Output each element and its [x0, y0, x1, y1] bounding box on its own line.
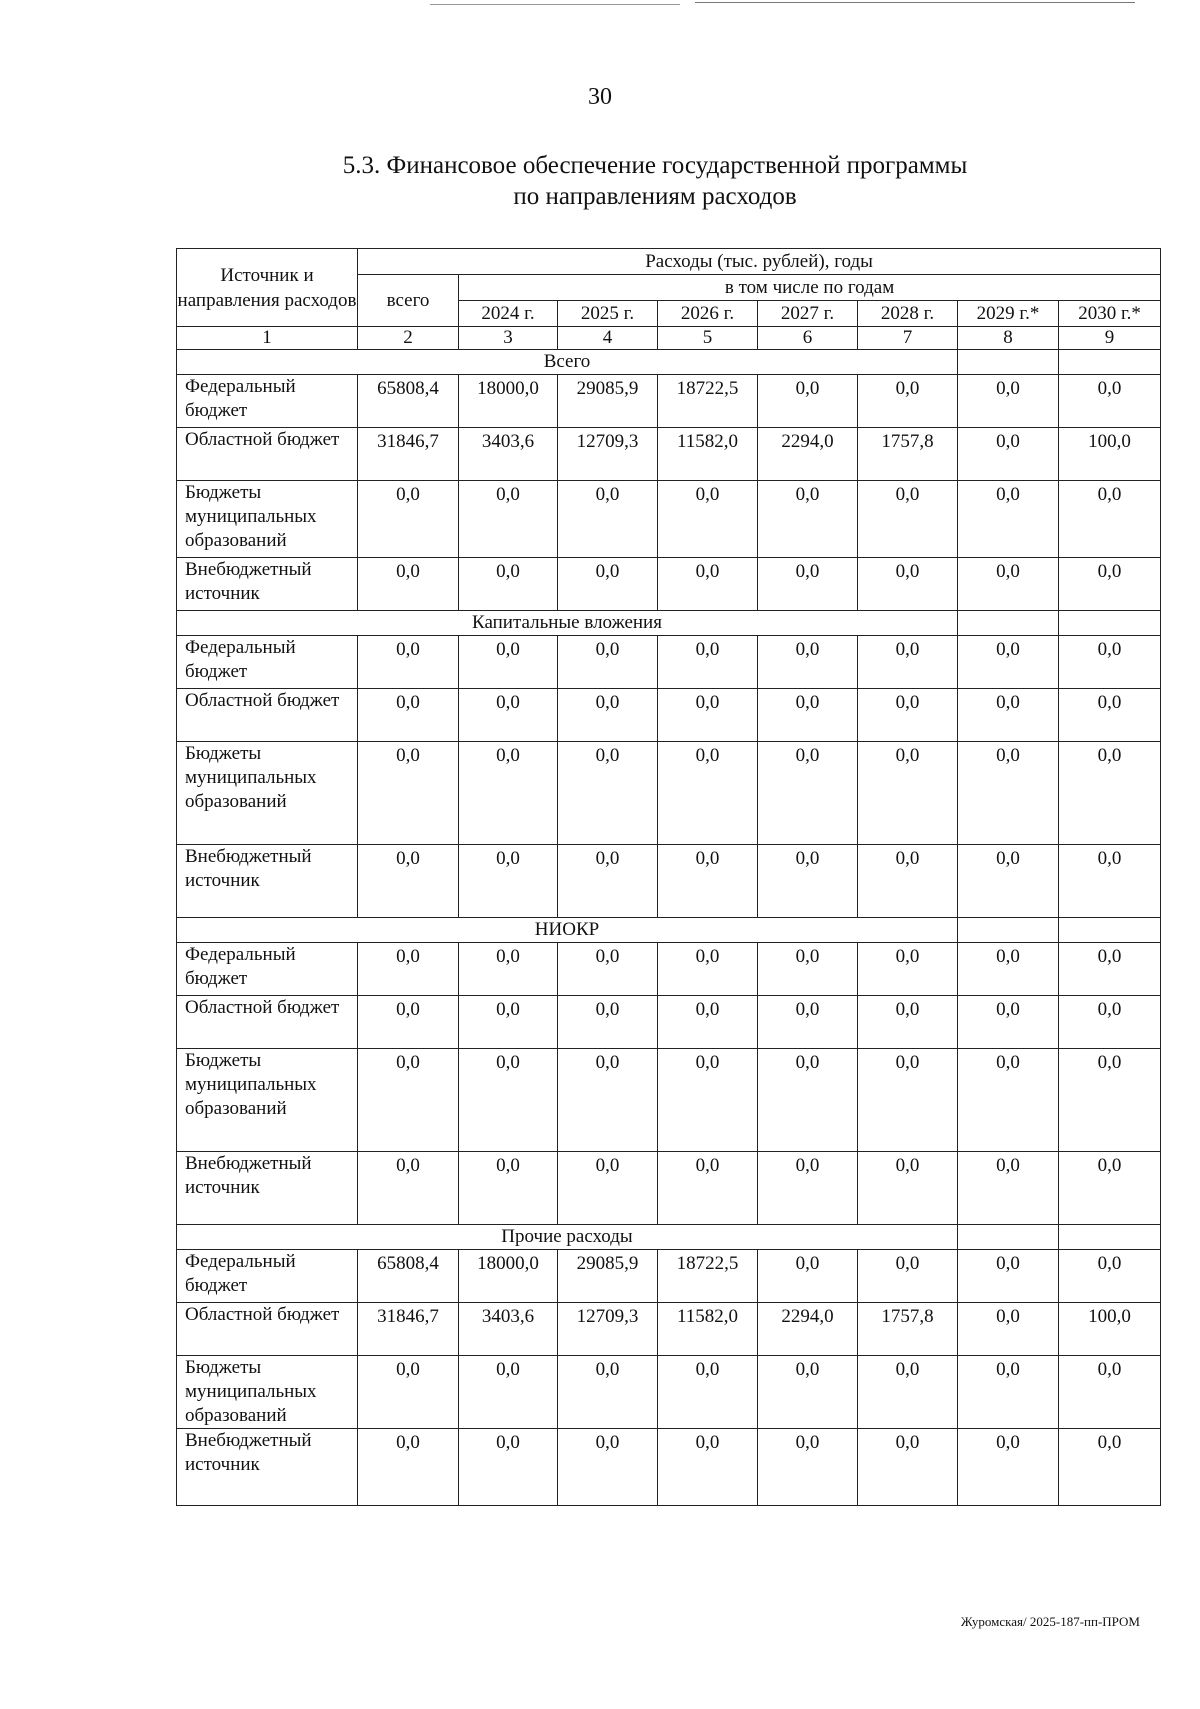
value-cell: 0,0 — [1059, 1152, 1161, 1225]
table-row — [177, 1049, 1161, 1152]
value-cell: 0,0 — [358, 558, 459, 611]
value-cell: 18000,0 — [459, 375, 558, 428]
value-cell: 31846,7 — [358, 428, 459, 481]
section-empty-cell — [958, 611, 1059, 636]
value-cell: 0,0 — [558, 845, 658, 918]
value-cell: 0,0 — [459, 1049, 558, 1152]
section-empty-cell — [958, 918, 1059, 943]
value-cell: 0,0 — [1059, 996, 1161, 1049]
header-expenses: Расходы (тыс. рублей), годы — [358, 249, 1161, 275]
header-year: 2029 г.* — [958, 301, 1059, 327]
value-cell: 2294,0 — [758, 428, 858, 481]
section-empty-cell — [1059, 611, 1161, 636]
value-cell: 0,0 — [1059, 1250, 1161, 1303]
value-cell: 0,0 — [459, 481, 558, 558]
value-cell: 0,0 — [358, 1356, 459, 1429]
value-cell: 0,0 — [858, 689, 958, 742]
row-source-label: Бюджеты муниципальных образований — [177, 1049, 358, 1152]
table-row — [177, 481, 1161, 558]
value-cell: 0,0 — [658, 689, 758, 742]
row-source-label: Внебюджетный источник — [177, 1429, 358, 1506]
value-cell: 0,0 — [658, 1429, 758, 1506]
column-number: 3 — [459, 327, 558, 350]
value-cell: 0,0 — [558, 996, 658, 1049]
value-cell: 0,0 — [459, 845, 558, 918]
value-cell: 0,0 — [958, 742, 1059, 845]
section-empty-cell — [1059, 350, 1161, 375]
value-cell: 0,0 — [459, 636, 558, 689]
value-cell: 0,0 — [1059, 845, 1161, 918]
row-source-label: Федеральный бюджет — [177, 1250, 358, 1303]
value-cell: 0,0 — [459, 742, 558, 845]
column-number: 2 — [358, 327, 459, 350]
value-cell: 0,0 — [1059, 636, 1161, 689]
value-cell: 0,0 — [1059, 943, 1161, 996]
value-cell: 0,0 — [758, 1429, 858, 1506]
column-number: 1 — [177, 327, 358, 350]
row-source-label: Федеральный бюджет — [177, 943, 358, 996]
header-by-years: в том числе по годам — [459, 275, 1161, 301]
value-cell: 29085,9 — [558, 1250, 658, 1303]
table-row — [177, 996, 1161, 1049]
value-cell: 0,0 — [758, 558, 858, 611]
value-cell: 100,0 — [1059, 428, 1161, 481]
value-cell: 0,0 — [758, 1356, 858, 1429]
value-cell: 0,0 — [858, 1429, 958, 1506]
row-source-label: Бюджеты муниципальных образований — [177, 742, 358, 845]
value-cell: 0,0 — [958, 1303, 1059, 1356]
value-cell: 0,0 — [558, 1152, 658, 1225]
section-empty-cell — [958, 350, 1059, 375]
value-cell: 2294,0 — [758, 1303, 858, 1356]
value-cell: 0,0 — [658, 1356, 758, 1429]
table-row — [177, 943, 1161, 996]
value-cell: 0,0 — [658, 558, 758, 611]
header-year: 2024 г. — [459, 301, 558, 327]
value-cell: 0,0 — [858, 636, 958, 689]
section-title-cell: Капитальные вложения — [177, 611, 958, 636]
value-cell: 0,0 — [1059, 375, 1161, 428]
column-number: 5 — [658, 327, 758, 350]
section-row — [177, 350, 1161, 375]
section-empty-cell — [1059, 1225, 1161, 1250]
value-cell: 0,0 — [1059, 689, 1161, 742]
section-title-line-1: 5.3. Финансовое обеспечение государственной программы — [342, 152, 968, 179]
table-row — [177, 558, 1161, 611]
section-title-cell: НИОКР — [177, 918, 958, 943]
value-cell: 0,0 — [558, 943, 658, 996]
header-year: 2028 г. — [858, 301, 958, 327]
column-number-row — [177, 327, 1161, 350]
value-cell: 0,0 — [858, 1356, 958, 1429]
row-source-label: Федеральный бюджет — [177, 636, 358, 689]
value-cell: 0,0 — [758, 481, 858, 558]
value-cell: 0,0 — [1059, 1049, 1161, 1152]
column-number: 7 — [858, 327, 958, 350]
value-cell: 0,0 — [459, 1152, 558, 1225]
value-cell: 0,0 — [958, 1250, 1059, 1303]
table-row — [177, 1303, 1161, 1356]
value-cell: 0,0 — [658, 996, 758, 1049]
value-cell: 18722,5 — [658, 375, 758, 428]
value-cell: 0,0 — [558, 1049, 658, 1152]
value-cell: 0,0 — [958, 1356, 1059, 1429]
value-cell: 0,0 — [658, 742, 758, 845]
table-row — [177, 845, 1161, 918]
value-cell: 65808,4 — [358, 375, 459, 428]
table-row — [177, 689, 1161, 742]
value-cell: 0,0 — [758, 1152, 858, 1225]
value-cell: 0,0 — [1059, 742, 1161, 845]
row-source-label: Бюджеты муниципальных образований — [177, 1356, 358, 1429]
value-cell: 0,0 — [558, 689, 658, 742]
value-cell: 0,0 — [858, 1152, 958, 1225]
value-cell: 0,0 — [459, 943, 558, 996]
value-cell: 31846,7 — [358, 1303, 459, 1356]
value-cell: 0,0 — [858, 1049, 958, 1152]
value-cell: 0,0 — [758, 375, 858, 428]
row-source-label: Федеральный бюджет — [177, 375, 358, 428]
page-number: 30 — [588, 84, 612, 110]
value-cell: 0,0 — [858, 943, 958, 996]
row-source-label: Внебюджетный источник — [177, 1152, 358, 1225]
table-row — [177, 1152, 1161, 1225]
financing-table — [176, 248, 1161, 1506]
value-cell: 0,0 — [358, 943, 459, 996]
value-cell: 0,0 — [858, 558, 958, 611]
value-cell: 29085,9 — [558, 375, 658, 428]
table-row — [177, 742, 1161, 845]
value-cell: 3403,6 — [459, 428, 558, 481]
value-cell: 0,0 — [558, 481, 658, 558]
value-cell: 100,0 — [1059, 1303, 1161, 1356]
value-cell: 12709,3 — [558, 428, 658, 481]
value-cell: 0,0 — [358, 742, 459, 845]
column-number: 6 — [758, 327, 858, 350]
value-cell: 0,0 — [758, 943, 858, 996]
column-number: 4 — [558, 327, 658, 350]
value-cell: 11582,0 — [658, 1303, 758, 1356]
value-cell: 1757,8 — [858, 428, 958, 481]
value-cell: 0,0 — [758, 689, 858, 742]
value-cell: 0,0 — [858, 845, 958, 918]
value-cell: 18000,0 — [459, 1250, 558, 1303]
header-source: Источник и направления расходов — [177, 249, 358, 327]
value-cell: 0,0 — [958, 1429, 1059, 1506]
table-row — [177, 375, 1161, 428]
row-source-label: Областной бюджет — [177, 689, 358, 742]
row-source-label: Областной бюджет — [177, 996, 358, 1049]
header-year: 2030 г.* — [1059, 301, 1161, 327]
footer-reference: Журомская/ 2025-187-пп-ПРОМ — [960, 1614, 1140, 1629]
value-cell: 0,0 — [658, 943, 758, 996]
value-cell: 0,0 — [758, 1250, 858, 1303]
value-cell: 0,0 — [459, 558, 558, 611]
value-cell: 0,0 — [459, 996, 558, 1049]
value-cell: 0,0 — [558, 558, 658, 611]
value-cell: 0,0 — [358, 1429, 459, 1506]
value-cell: 0,0 — [1059, 481, 1161, 558]
value-cell: 0,0 — [958, 481, 1059, 558]
section-title-cell: Всего — [177, 350, 958, 375]
value-cell: 0,0 — [358, 996, 459, 1049]
value-cell: 0,0 — [958, 996, 1059, 1049]
column-number: 8 — [958, 327, 1059, 350]
row-source-label: Бюджеты муниципальных образований — [177, 481, 358, 558]
row-source-label: Внебюджетный источник — [177, 558, 358, 611]
value-cell: 0,0 — [358, 1049, 459, 1152]
value-cell: 0,0 — [658, 1049, 758, 1152]
value-cell: 0,0 — [358, 481, 459, 558]
table-row — [177, 1356, 1161, 1429]
section-title-line-2: по направлениям расходов — [513, 183, 797, 210]
value-cell: 0,0 — [558, 742, 658, 845]
value-cell: 0,0 — [358, 689, 459, 742]
table-row — [177, 636, 1161, 689]
column-number: 9 — [1059, 327, 1161, 350]
value-cell: 0,0 — [958, 1049, 1059, 1152]
value-cell: 1757,8 — [858, 1303, 958, 1356]
value-cell: 65808,4 — [358, 1250, 459, 1303]
value-cell: 0,0 — [758, 845, 858, 918]
row-source-label: Внебюджетный источник — [177, 845, 358, 918]
value-cell: 0,0 — [958, 375, 1059, 428]
value-cell: 0,0 — [558, 636, 658, 689]
section-title — [0, 150, 1200, 212]
value-cell: 0,0 — [459, 1356, 558, 1429]
value-cell: 0,0 — [1059, 1429, 1161, 1506]
value-cell: 18722,5 — [658, 1250, 758, 1303]
row-source-label: Областной бюджет — [177, 428, 358, 481]
value-cell: 0,0 — [459, 689, 558, 742]
value-cell: 0,0 — [358, 1152, 459, 1225]
value-cell: 11582,0 — [658, 428, 758, 481]
scan-top-lines — [430, 0, 1130, 6]
value-cell: 0,0 — [459, 1429, 558, 1506]
value-cell: 0,0 — [858, 481, 958, 558]
value-cell: 0,0 — [958, 558, 1059, 611]
section-empty-cell — [1059, 918, 1161, 943]
header-year: 2026 г. — [658, 301, 758, 327]
value-cell: 0,0 — [958, 943, 1059, 996]
value-cell: 0,0 — [858, 375, 958, 428]
value-cell: 0,0 — [758, 1049, 858, 1152]
header-total: всего — [358, 275, 459, 327]
row-source-label: Областной бюджет — [177, 1303, 358, 1356]
value-cell: 0,0 — [658, 845, 758, 918]
value-cell: 0,0 — [658, 481, 758, 558]
section-row — [177, 918, 1161, 943]
value-cell: 0,0 — [358, 636, 459, 689]
value-cell: 0,0 — [658, 1152, 758, 1225]
value-cell: 0,0 — [958, 845, 1059, 918]
value-cell: 0,0 — [658, 636, 758, 689]
value-cell: 0,0 — [758, 742, 858, 845]
value-cell: 0,0 — [1059, 558, 1161, 611]
table-row — [177, 1429, 1161, 1506]
section-row — [177, 1225, 1161, 1250]
value-cell: 3403,6 — [459, 1303, 558, 1356]
value-cell: 0,0 — [558, 1356, 658, 1429]
value-cell: 0,0 — [958, 636, 1059, 689]
value-cell: 12709,3 — [558, 1303, 658, 1356]
value-cell: 0,0 — [958, 689, 1059, 742]
table-row — [177, 428, 1161, 481]
value-cell: 0,0 — [858, 742, 958, 845]
header-year: 2025 г. — [558, 301, 658, 327]
value-cell: 0,0 — [758, 636, 858, 689]
value-cell: 0,0 — [858, 996, 958, 1049]
value-cell: 0,0 — [958, 428, 1059, 481]
value-cell: 0,0 — [958, 1152, 1059, 1225]
table-body — [177, 350, 1161, 1506]
table-row — [177, 1250, 1161, 1303]
section-row — [177, 611, 1161, 636]
section-title-cell: Прочие расходы — [177, 1225, 958, 1250]
value-cell: 0,0 — [558, 1429, 658, 1506]
header-year: 2027 г. — [758, 301, 858, 327]
value-cell: 0,0 — [758, 996, 858, 1049]
value-cell: 0,0 — [858, 1250, 958, 1303]
section-empty-cell — [958, 1225, 1059, 1250]
value-cell: 0,0 — [358, 845, 459, 918]
value-cell: 0,0 — [1059, 1356, 1161, 1429]
